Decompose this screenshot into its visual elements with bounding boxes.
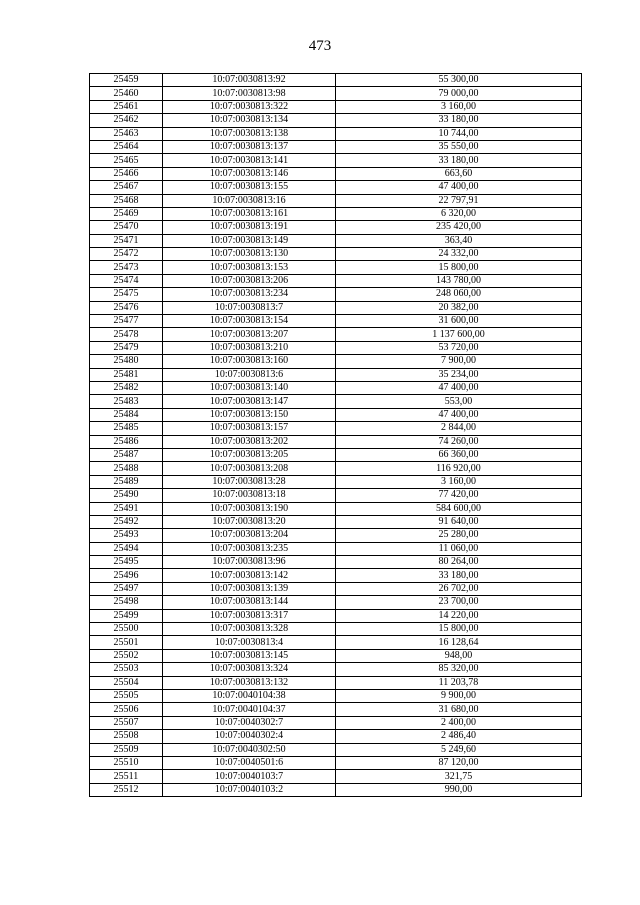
value-cell: 11 203,78 — [336, 676, 582, 689]
table-row — [90, 703, 582, 716]
table-row — [90, 756, 582, 769]
value-cell: 143 780,00 — [336, 274, 582, 287]
value-cell: 16 128,64 — [336, 636, 582, 649]
value-cell: 85 320,00 — [336, 663, 582, 676]
value-cell: 31 680,00 — [336, 703, 582, 716]
value-cell: 321,75 — [336, 770, 582, 783]
cadastral-number-cell: 10:07:0030813:153 — [163, 261, 336, 274]
value-cell: 87 120,00 — [336, 756, 582, 769]
cadastral-number-cell: 10:07:0030813:28 — [163, 475, 336, 488]
value-cell: 33 180,00 — [336, 154, 582, 167]
cadastral-number-cell: 10:07:0030813:149 — [163, 234, 336, 247]
row-number-cell: 25466 — [90, 167, 163, 180]
cadastral-number-cell: 10:07:0030813:210 — [163, 341, 336, 354]
registry-table-body — [90, 74, 582, 797]
table-row — [90, 381, 582, 394]
cadastral-number-cell: 10:07:0030813:205 — [163, 448, 336, 461]
value-cell: 79 000,00 — [336, 87, 582, 100]
table-row — [90, 636, 582, 649]
cadastral-number-cell: 10:07:0030813:7 — [163, 301, 336, 314]
table-row — [90, 422, 582, 435]
value-cell: 66 360,00 — [336, 448, 582, 461]
row-number-cell: 25497 — [90, 582, 163, 595]
row-number-cell: 25510 — [90, 756, 163, 769]
value-cell: 3 160,00 — [336, 100, 582, 113]
value-cell: 363,40 — [336, 234, 582, 247]
value-cell: 11 060,00 — [336, 542, 582, 555]
cadastral-number-cell: 10:07:0030813:207 — [163, 328, 336, 341]
value-cell: 116 920,00 — [336, 462, 582, 475]
row-number-cell: 25484 — [90, 408, 163, 421]
table-row — [90, 542, 582, 555]
cadastral-number-cell: 10:07:0030813:132 — [163, 676, 336, 689]
row-number-cell: 25502 — [90, 649, 163, 662]
value-cell: 248 060,00 — [336, 288, 582, 301]
table-row — [90, 87, 582, 100]
value-cell: 74 260,00 — [336, 435, 582, 448]
value-cell: 53 720,00 — [336, 341, 582, 354]
row-number-cell: 25479 — [90, 341, 163, 354]
table-row — [90, 207, 582, 220]
table-row — [90, 127, 582, 140]
table-row — [90, 315, 582, 328]
table-row — [90, 475, 582, 488]
cadastral-number-cell: 10:07:0040302:4 — [163, 730, 336, 743]
row-number-cell: 25507 — [90, 716, 163, 729]
table-row — [90, 649, 582, 662]
cadastral-number-cell: 10:07:0040302:50 — [163, 743, 336, 756]
cadastral-number-cell: 10:07:0030813:234 — [163, 288, 336, 301]
cadastral-number-cell: 10:07:0030813:139 — [163, 582, 336, 595]
row-number-cell: 25478 — [90, 328, 163, 341]
row-number-cell: 25487 — [90, 448, 163, 461]
value-cell: 47 400,00 — [336, 381, 582, 394]
table-row — [90, 167, 582, 180]
table-row — [90, 596, 582, 609]
table-row — [90, 743, 582, 756]
row-number-cell: 25481 — [90, 368, 163, 381]
table-row — [90, 301, 582, 314]
value-cell: 7 900,00 — [336, 355, 582, 368]
value-cell: 55 300,00 — [336, 74, 582, 87]
row-number-cell: 25498 — [90, 596, 163, 609]
cadastral-number-cell: 10:07:0040302:7 — [163, 716, 336, 729]
cadastral-number-cell: 10:07:0030813:146 — [163, 167, 336, 180]
table-row — [90, 609, 582, 622]
table-row — [90, 529, 582, 542]
row-number-cell: 25462 — [90, 114, 163, 127]
value-cell: 14 220,00 — [336, 609, 582, 622]
table-row — [90, 770, 582, 783]
row-number-cell: 25464 — [90, 140, 163, 153]
row-number-cell: 25496 — [90, 569, 163, 582]
row-number-cell: 25472 — [90, 248, 163, 261]
row-number-cell: 25463 — [90, 127, 163, 140]
table-row — [90, 676, 582, 689]
cadastral-number-cell: 10:07:0030813:202 — [163, 435, 336, 448]
row-number-cell: 25467 — [90, 181, 163, 194]
table-row — [90, 515, 582, 528]
row-number-cell: 25506 — [90, 703, 163, 716]
value-cell: 5 249,60 — [336, 743, 582, 756]
table-row — [90, 341, 582, 354]
cadastral-number-cell: 10:07:0040104:37 — [163, 703, 336, 716]
cadastral-number-cell: 10:07:0030813:4 — [163, 636, 336, 649]
value-cell: 2 844,00 — [336, 422, 582, 435]
table-row — [90, 623, 582, 636]
cadastral-number-cell: 10:07:0030813:130 — [163, 248, 336, 261]
row-number-cell: 25483 — [90, 395, 163, 408]
cadastral-number-cell: 10:07:0030813:96 — [163, 556, 336, 569]
registry-table — [89, 73, 582, 797]
row-number-cell: 25475 — [90, 288, 163, 301]
table-row — [90, 395, 582, 408]
cadastral-number-cell: 10:07:0030813:20 — [163, 515, 336, 528]
row-number-cell: 25489 — [90, 475, 163, 488]
row-number-cell: 25473 — [90, 261, 163, 274]
value-cell: 10 744,00 — [336, 127, 582, 140]
cadastral-number-cell: 10:07:0030813:190 — [163, 502, 336, 515]
row-number-cell: 25482 — [90, 381, 163, 394]
row-number-cell: 25469 — [90, 207, 163, 220]
value-cell: 15 800,00 — [336, 623, 582, 636]
value-cell: 23 700,00 — [336, 596, 582, 609]
value-cell: 47 400,00 — [336, 181, 582, 194]
cadastral-number-cell: 10:07:0030813:145 — [163, 649, 336, 662]
table-row — [90, 221, 582, 234]
table-row — [90, 355, 582, 368]
value-cell: 33 180,00 — [336, 569, 582, 582]
table-row — [90, 234, 582, 247]
row-number-cell: 25480 — [90, 355, 163, 368]
value-cell: 77 420,00 — [336, 489, 582, 502]
table-row — [90, 194, 582, 207]
row-number-cell: 25468 — [90, 194, 163, 207]
cadastral-number-cell: 10:07:0030813:150 — [163, 408, 336, 421]
cadastral-number-cell: 10:07:0030813:98 — [163, 87, 336, 100]
row-number-cell: 25495 — [90, 556, 163, 569]
row-number-cell: 25493 — [90, 529, 163, 542]
cadastral-number-cell: 10:07:0030813:147 — [163, 395, 336, 408]
row-number-cell: 25501 — [90, 636, 163, 649]
cadastral-number-cell: 10:07:0030813:206 — [163, 274, 336, 287]
value-cell: 47 400,00 — [336, 408, 582, 421]
value-cell: 990,00 — [336, 783, 582, 796]
cadastral-number-cell: 10:07:0040501:6 — [163, 756, 336, 769]
cadastral-number-cell: 10:07:0030813:161 — [163, 207, 336, 220]
row-number-cell: 25476 — [90, 301, 163, 314]
cadastral-number-cell: 10:07:0030813:157 — [163, 422, 336, 435]
row-number-cell: 25492 — [90, 515, 163, 528]
row-number-cell: 25470 — [90, 221, 163, 234]
table-row — [90, 181, 582, 194]
value-cell: 33 180,00 — [336, 114, 582, 127]
row-number-cell: 25494 — [90, 542, 163, 555]
table-row — [90, 663, 582, 676]
value-cell: 2 400,00 — [336, 716, 582, 729]
cadastral-number-cell: 10:07:0030813:160 — [163, 355, 336, 368]
table-row — [90, 408, 582, 421]
row-number-cell: 25505 — [90, 689, 163, 702]
row-number-cell: 25512 — [90, 783, 163, 796]
table-row — [90, 261, 582, 274]
value-cell: 6 320,00 — [336, 207, 582, 220]
table-row — [90, 730, 582, 743]
table-row — [90, 288, 582, 301]
row-number-cell: 25488 — [90, 462, 163, 475]
cadastral-number-cell: 10:07:0030813:324 — [163, 663, 336, 676]
row-number-cell: 25500 — [90, 623, 163, 636]
cadastral-number-cell: 10:07:0030813:134 — [163, 114, 336, 127]
cadastral-number-cell: 10:07:0030813:208 — [163, 462, 336, 475]
value-cell: 31 600,00 — [336, 315, 582, 328]
cadastral-number-cell: 10:07:0040104:38 — [163, 689, 336, 702]
table-row — [90, 582, 582, 595]
value-cell: 22 797,91 — [336, 194, 582, 207]
table-row — [90, 114, 582, 127]
row-number-cell: 25503 — [90, 663, 163, 676]
cadastral-number-cell: 10:07:0030813:137 — [163, 140, 336, 153]
table-row — [90, 328, 582, 341]
cadastral-number-cell: 10:07:0030813:235 — [163, 542, 336, 555]
value-cell: 235 420,00 — [336, 221, 582, 234]
value-cell: 584 600,00 — [336, 502, 582, 515]
cadastral-number-cell: 10:07:0030813:142 — [163, 569, 336, 582]
cadastral-number-cell: 10:07:0030813:155 — [163, 181, 336, 194]
row-number-cell: 25485 — [90, 422, 163, 435]
row-number-cell: 25491 — [90, 502, 163, 515]
value-cell: 2 486,40 — [336, 730, 582, 743]
cadastral-number-cell: 10:07:0030813:141 — [163, 154, 336, 167]
table-row — [90, 368, 582, 381]
table-row — [90, 462, 582, 475]
cadastral-number-cell: 10:07:0030813:18 — [163, 489, 336, 502]
page-number: 473 — [308, 38, 332, 54]
value-cell: 3 160,00 — [336, 475, 582, 488]
table-row — [90, 274, 582, 287]
cadastral-number-cell: 10:07:0030813:6 — [163, 368, 336, 381]
cadastral-number-cell: 10:07:0030813:328 — [163, 623, 336, 636]
value-cell: 26 702,00 — [336, 582, 582, 595]
value-cell: 9 900,00 — [336, 689, 582, 702]
table-row — [90, 556, 582, 569]
row-number-cell: 25459 — [90, 74, 163, 87]
table-row — [90, 100, 582, 113]
value-cell: 1 137 600,00 — [336, 328, 582, 341]
row-number-cell: 25508 — [90, 730, 163, 743]
cadastral-number-cell: 10:07:0030813:92 — [163, 74, 336, 87]
row-number-cell: 25504 — [90, 676, 163, 689]
value-cell: 663,60 — [336, 167, 582, 180]
cadastral-number-cell: 10:07:0030813:191 — [163, 221, 336, 234]
value-cell: 553,00 — [336, 395, 582, 408]
row-number-cell: 25465 — [90, 154, 163, 167]
table-row — [90, 489, 582, 502]
value-cell: 35 550,00 — [336, 140, 582, 153]
row-number-cell: 25471 — [90, 234, 163, 247]
table-row — [90, 716, 582, 729]
row-number-cell: 25490 — [90, 489, 163, 502]
value-cell: 20 382,00 — [336, 301, 582, 314]
cadastral-number-cell: 10:07:0030813:16 — [163, 194, 336, 207]
table-row — [90, 448, 582, 461]
table-row — [90, 74, 582, 87]
table-row — [90, 154, 582, 167]
table-row — [90, 248, 582, 261]
row-number-cell: 25460 — [90, 87, 163, 100]
value-cell: 24 332,00 — [336, 248, 582, 261]
cadastral-number-cell: 10:07:0030813:322 — [163, 100, 336, 113]
value-cell: 15 800,00 — [336, 261, 582, 274]
value-cell: 91 640,00 — [336, 515, 582, 528]
value-cell: 25 280,00 — [336, 529, 582, 542]
row-number-cell: 25486 — [90, 435, 163, 448]
cadastral-number-cell: 10:07:0040103:2 — [163, 783, 336, 796]
cadastral-number-cell: 10:07:0040103:7 — [163, 770, 336, 783]
table-row — [90, 140, 582, 153]
table-row — [90, 569, 582, 582]
table-row — [90, 689, 582, 702]
row-number-cell: 25511 — [90, 770, 163, 783]
table-row — [90, 435, 582, 448]
table-row — [90, 502, 582, 515]
cadastral-number-cell: 10:07:0030813:317 — [163, 609, 336, 622]
cadastral-number-cell: 10:07:0030813:140 — [163, 381, 336, 394]
row-number-cell: 25477 — [90, 315, 163, 328]
cadastral-number-cell: 10:07:0030813:154 — [163, 315, 336, 328]
cadastral-number-cell: 10:07:0030813:204 — [163, 529, 336, 542]
cadastral-number-cell: 10:07:0030813:138 — [163, 127, 336, 140]
cadastral-number-cell: 10:07:0030813:144 — [163, 596, 336, 609]
row-number-cell: 25509 — [90, 743, 163, 756]
table-row — [90, 783, 582, 796]
value-cell: 80 264,00 — [336, 556, 582, 569]
row-number-cell: 25474 — [90, 274, 163, 287]
value-cell: 35 234,00 — [336, 368, 582, 381]
value-cell: 948,00 — [336, 649, 582, 662]
row-number-cell: 25499 — [90, 609, 163, 622]
row-number-cell: 25461 — [90, 100, 163, 113]
